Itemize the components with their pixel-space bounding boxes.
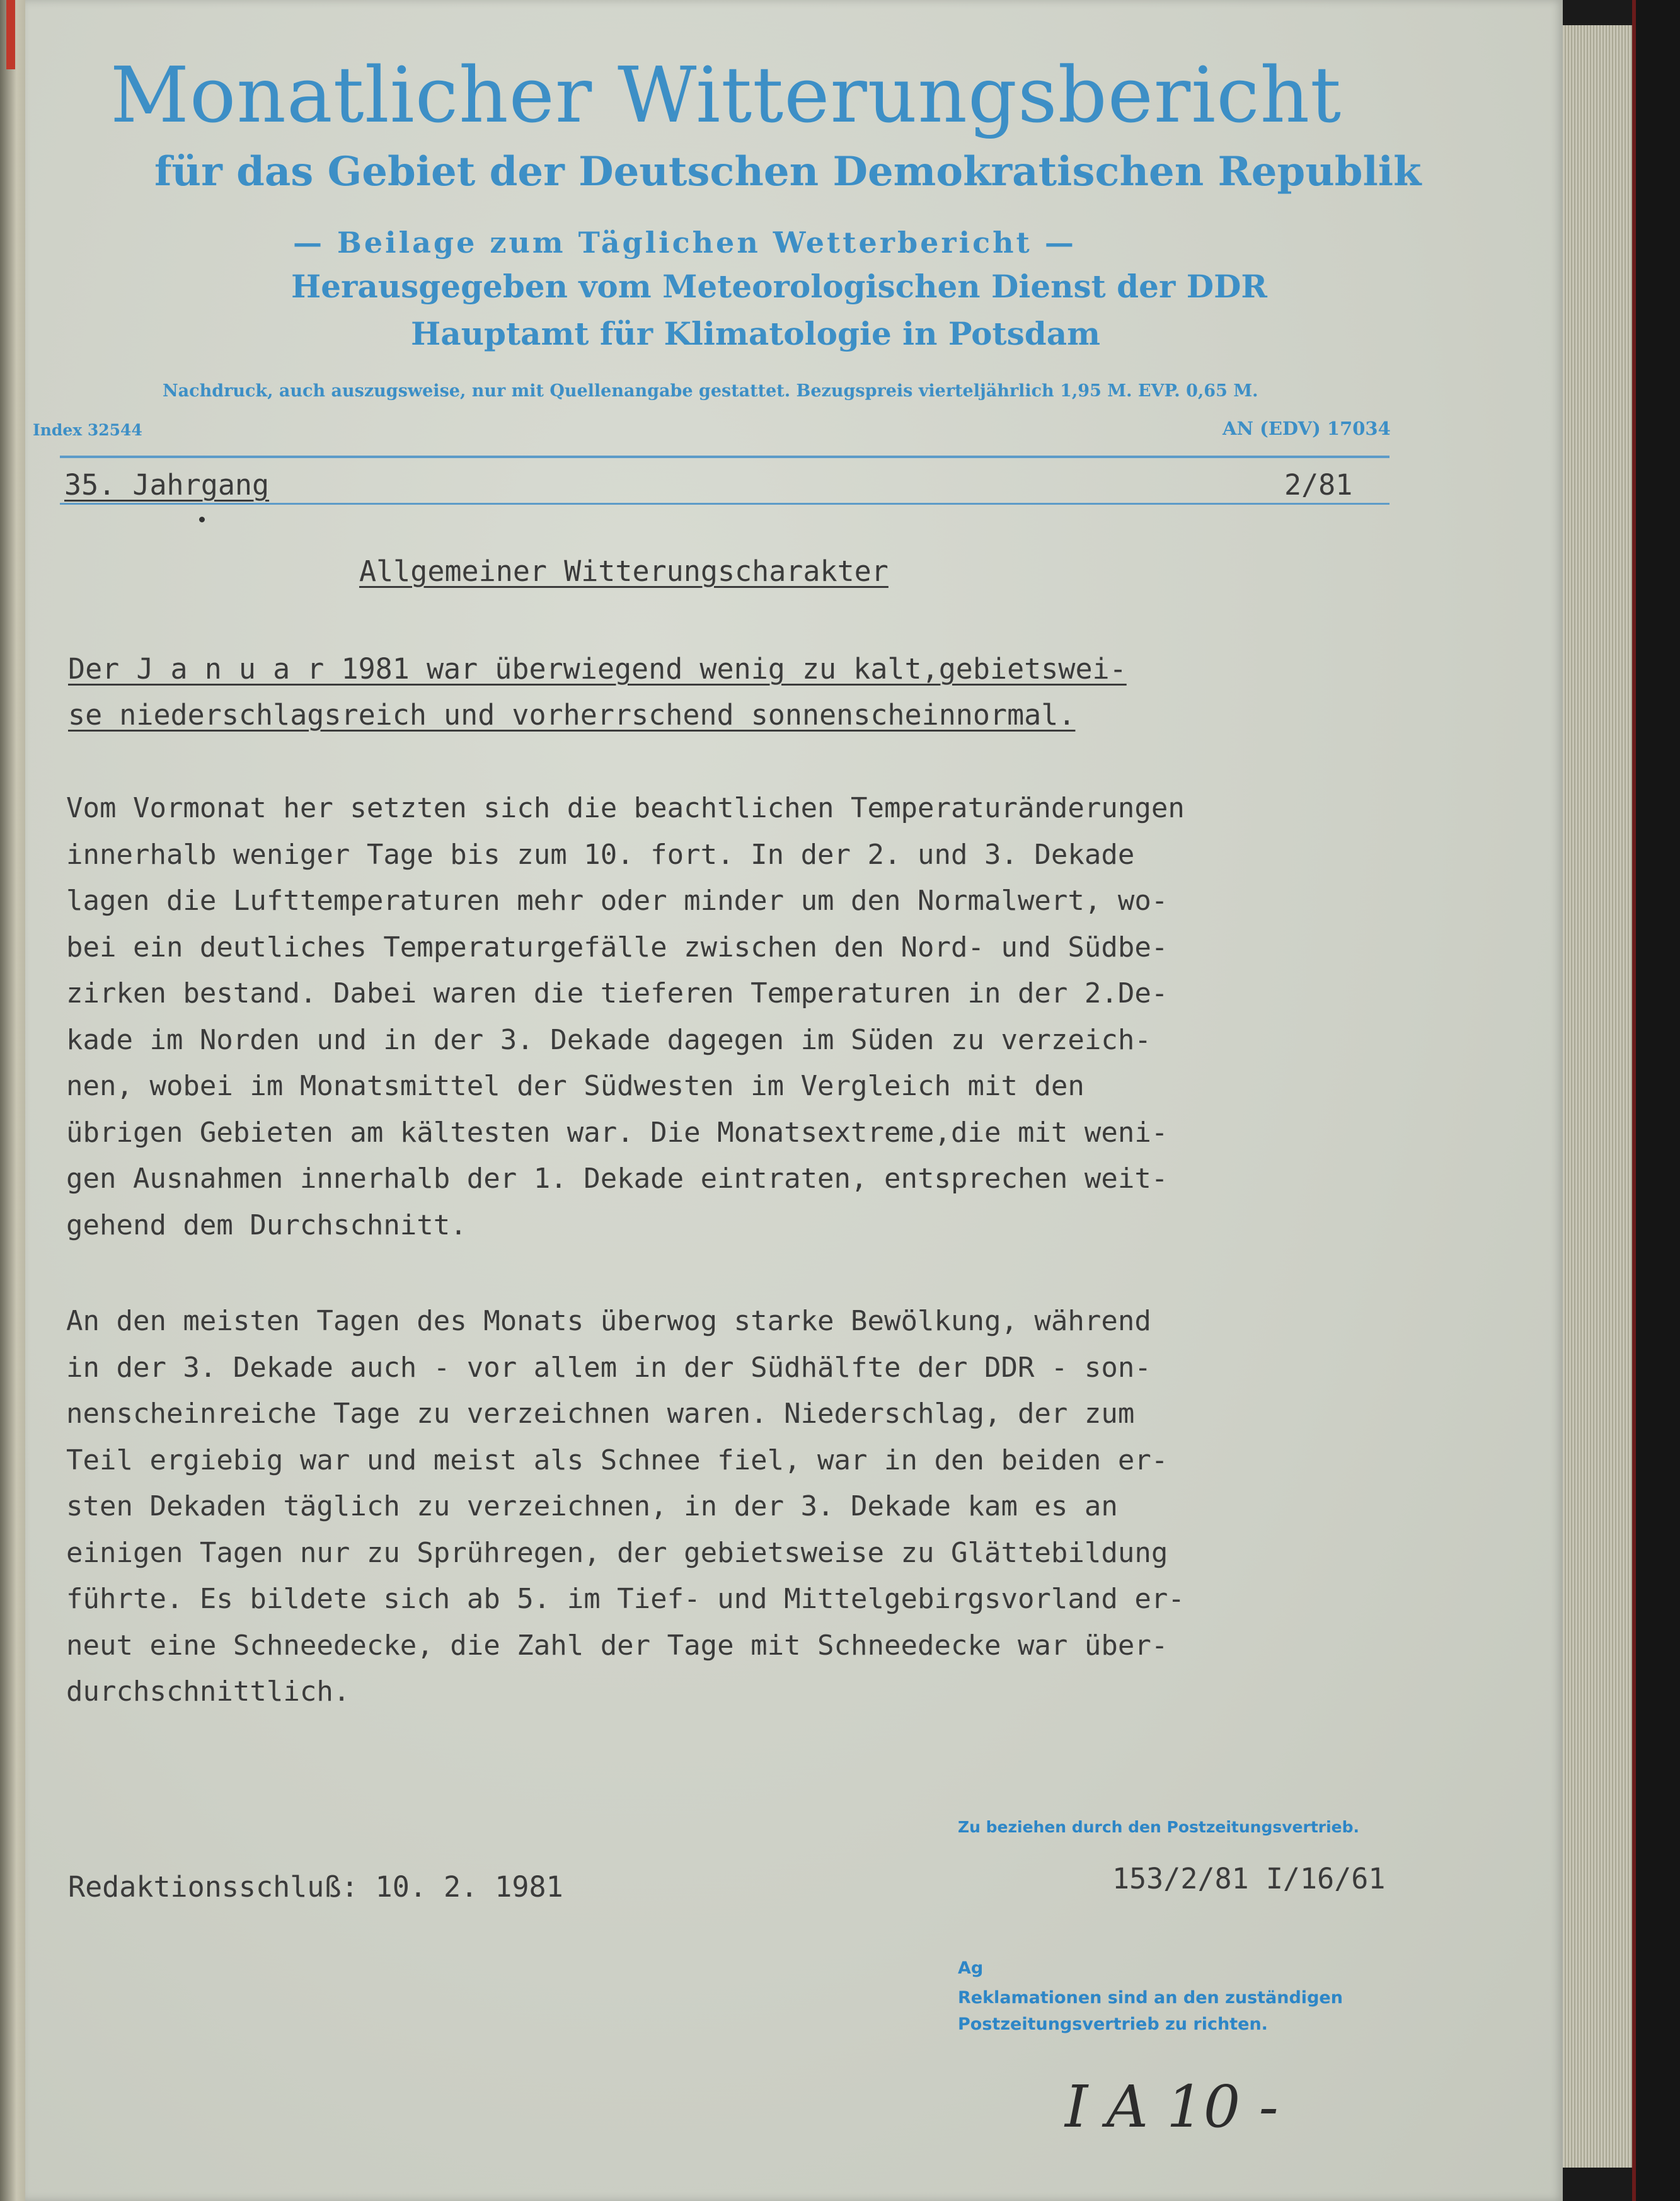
supplement-note: — Beilage zum Täglichen Wetterbericht — bbox=[293, 226, 1076, 260]
reference-number: 153/2/81 I/16/61 bbox=[1112, 1862, 1386, 1895]
text-line: gehend dem Durchschnitt. bbox=[66, 1209, 467, 1241]
editorial-deadline: Redaktionsschluß: 10. 2. 1981 bbox=[68, 1870, 563, 1904]
office-line: Hauptamt für Klimatologie in Potsdam bbox=[411, 315, 1101, 352]
volume-label: 35. Jahrgang bbox=[64, 468, 270, 502]
intro-line: se niederschlagsreich und vorherrschend sonnenscheinnormal. bbox=[68, 698, 1076, 732]
ag-mark: Ag bbox=[958, 1958, 984, 1978]
text-line: lagen die Lufttemperaturen mehr oder minder um den Normalwert, wo- bbox=[66, 885, 1168, 917]
complaints-note bbox=[958, 1985, 1343, 2038]
text-line: nenscheinreiche Tage zu verzeichnen waren. Niederschlag, der zum bbox=[66, 1398, 1135, 1430]
text-line: übrigen Gebieten am kältesten war. Die Monatsextreme,die mit weni- bbox=[66, 1116, 1168, 1149]
text-line: kade im Norden und in der 3. Dekade dagegen im Süden zu verzeich- bbox=[66, 1023, 1151, 1056]
text-line: Vom Vormonat her setzten sich die beachtlichen Temperaturänderungen bbox=[66, 792, 1185, 824]
text-line: sten Dekaden täglich zu verzeichnen, in der 3. Dekade kam es an bbox=[66, 1490, 1118, 1522]
text-line: neut eine Schneedecke, die Zahl der Tage mit Schneedecke war über- bbox=[66, 1629, 1168, 1662]
issue-number: 2/81 bbox=[1284, 468, 1353, 502]
section-heading: Allgemeiner Witterungscharakter bbox=[359, 555, 889, 588]
text-line: gen Ausnahmen innerhalb der 1. Dekade eintraten, entsprechen weit- bbox=[66, 1163, 1168, 1195]
intro-line: Der J a n u a r 1981 war überwiegend wenig zu kalt,gebietswei- bbox=[68, 652, 1127, 686]
text-line: durchschnittlich. bbox=[66, 1675, 350, 1708]
text-line: bei ein deutliches Temperaturgefälle zwischen den Nord- und Südbe- bbox=[66, 931, 1168, 963]
text-line: in der 3. Dekade auch - vor allem in der Südhälfte der DDR - son- bbox=[66, 1351, 1151, 1384]
distribution-note: Zu beziehen durch den Postzeitungsvertrieb. bbox=[958, 1818, 1360, 1836]
complaints-line: Reklamationen sind an den zuständigen bbox=[958, 1988, 1343, 2008]
binding-ribbon bbox=[6, 0, 15, 69]
ink-dot bbox=[199, 517, 205, 522]
paragraph-clouds-precipitation bbox=[66, 1298, 1185, 1715]
reprint-note: Nachdruck, auch auszugsweise, nur mit Quellenangabe gestattet. Bezugspreis vierteljährlich 1,95 M. EVP. 0,65 M. bbox=[163, 381, 1258, 401]
paragraph-temperature bbox=[66, 785, 1185, 1248]
text-line: innerhalb weniger Tage bis zum 10. fort. In der 2. und 3. Dekade bbox=[66, 838, 1135, 871]
publication-title: Monatlicher Witterungsbericht bbox=[110, 50, 1342, 140]
text-line: führte. Es bildete sich ab 5. im Tief- und Mittelgebirgsvorland er- bbox=[66, 1583, 1185, 1615]
volume-rule bbox=[60, 503, 1389, 505]
text-line: zirken bestand. Dabei waren die tieferen Temperaturen in der 2.De- bbox=[66, 977, 1168, 1009]
publication-subtitle: für das Gebiet der Deutschen Demokratischen Republik bbox=[154, 148, 1422, 195]
text-line: An den meisten Tagen des Monats überwog starke Bewölkung, während bbox=[66, 1305, 1151, 1337]
cover-edge bbox=[1632, 0, 1636, 2201]
an-number: AN (EDV) 17034 bbox=[1223, 418, 1391, 439]
index-number: Index 32544 bbox=[33, 421, 142, 439]
header-rule bbox=[60, 456, 1389, 458]
text-line: Teil ergiebig war und meist als Schnee fiel, war in den beiden er- bbox=[66, 1444, 1168, 1476]
complaints-line: Postzeitungsvertrieb zu richten. bbox=[958, 2014, 1268, 2034]
publisher-line: Herausgegeben vom Meteorologischen Dienst der DDR bbox=[291, 268, 1267, 305]
handwritten-shelfmark: I A 10 - bbox=[1065, 2073, 1279, 2141]
text-line: nen, wobei im Monatsmittel der Südwesten im Vergleich mit den bbox=[66, 1070, 1085, 1102]
book-cover bbox=[1632, 0, 1680, 2201]
intro-summary bbox=[68, 646, 1127, 738]
text-line: einigen Tagen nur zu Sprühregen, der gebietsweise zu Glättebildung bbox=[66, 1536, 1168, 1569]
